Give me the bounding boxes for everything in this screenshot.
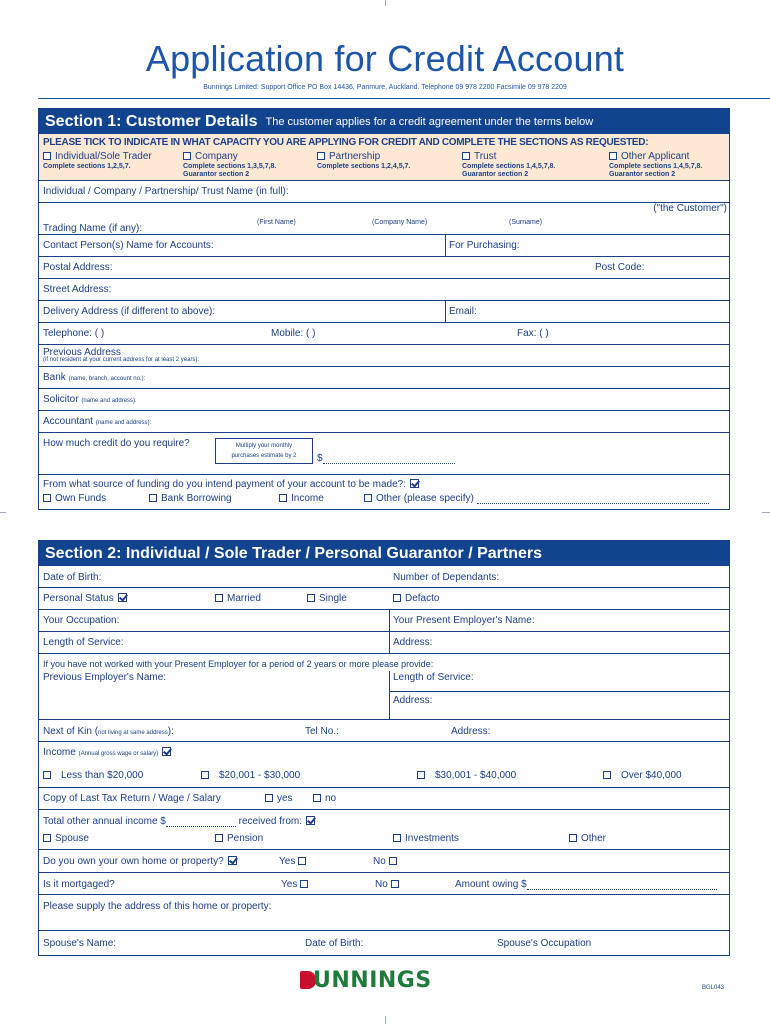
previous-address-row[interactable] <box>39 345 729 367</box>
personal-status-row[interactable] <box>39 588 729 610</box>
capacity-note: Complete sections 1,2,4,5,7. <box>317 163 411 170</box>
received-other[interactable]: Other <box>569 833 606 844</box>
previous-employer-row[interactable] <box>39 654 729 720</box>
spouse-name-label: Spouse's Name: <box>43 938 117 949</box>
tick-icon <box>162 747 171 756</box>
post-code-label: Post Code: <box>595 262 645 273</box>
divider <box>445 235 446 256</box>
funding-income[interactable]: Income <box>279 493 324 504</box>
not-worked-note: If you have not worked with your Present Employer for a period of 2 years or more please provide: <box>43 659 434 669</box>
form-code: BGL043 <box>702 985 725 991</box>
checkbox-icon[interactable] <box>215 834 223 842</box>
accountant-row[interactable] <box>39 411 729 433</box>
checkbox-icon[interactable] <box>391 880 399 888</box>
length-of-service-row[interactable] <box>39 632 729 654</box>
income-label: Income (Annual gross wage or salary) <box>43 747 171 758</box>
solicitor-label: Solicitor (name and address): <box>43 394 137 405</box>
delivery-address-label: Delivery Address (if different to above): <box>43 306 216 317</box>
capacity-trust[interactable]: Trust <box>462 151 496 162</box>
tick-icon <box>228 856 237 865</box>
mortgaged-no[interactable]: No <box>375 879 403 890</box>
checkbox-icon[interactable] <box>393 834 401 842</box>
income-over-40000[interactable]: Over $40,000 <box>603 770 682 781</box>
capacity-note: Guarantor section 2 <box>183 171 250 178</box>
phone-row[interactable] <box>39 323 729 345</box>
other-income-label: Total other annual income $ received from: <box>43 816 315 827</box>
previous-address-label: Previous Address <box>43 347 121 358</box>
checkbox-icon[interactable] <box>183 152 191 160</box>
mobile-label: Mobile: ( ) <box>271 328 316 339</box>
capacity-note: Complete sections 1,4,5,7,8. <box>609 163 703 170</box>
occupation-row[interactable] <box>39 610 729 632</box>
crop-mark <box>385 1016 386 1024</box>
capacity-individual[interactable]: Individual/Sole Trader <box>43 151 152 162</box>
tax-return-row[interactable] <box>39 788 729 810</box>
email-label: Email: <box>449 306 477 317</box>
for-purchasing-label: For Purchasing: <box>449 240 520 251</box>
capacity-note: Guarantor section 2 <box>462 171 529 178</box>
accountant-label: Accountant (name and address): <box>43 416 152 427</box>
capacity-note: Complete sections 1,2,5,7. <box>43 163 131 170</box>
checkbox-icon[interactable] <box>298 857 306 865</box>
checkbox-icon[interactable] <box>569 834 577 842</box>
funding-other[interactable]: Other (please specify) <box>364 493 709 504</box>
capacity-partnership[interactable]: Partnership <box>317 151 380 162</box>
checkbox-icon[interactable] <box>300 880 308 888</box>
multiply-note-box: Multiply your monthly purchases estimate by 2 <box>215 438 313 464</box>
next-of-kin-label: Next of Kin (not living at same address): <box>43 726 174 737</box>
trading-name-label: Trading Name (if any): <box>43 223 143 234</box>
checkbox-icon[interactable] <box>317 152 325 160</box>
section-1-heading: Section 1: Customer Details <box>45 112 258 130</box>
prev-address-label: Address: <box>393 695 433 706</box>
tick-icon <box>118 593 127 602</box>
divider <box>389 691 729 692</box>
capacity-other[interactable]: Other Applicant <box>609 151 689 162</box>
divider <box>445 301 446 322</box>
status-defacto[interactable]: Defacto <box>393 593 439 604</box>
funding-own-funds[interactable]: Own Funds <box>43 493 106 504</box>
solicitor-row[interactable] <box>39 389 729 411</box>
income-30001-40000[interactable]: $30,001 - $40,000 <box>417 770 516 781</box>
capacity-bar <box>39 134 729 181</box>
checkbox-icon[interactable] <box>603 771 611 779</box>
section-1 <box>38 108 730 510</box>
bank-label: Bank (name, branch, account no.): <box>43 372 146 383</box>
tax-return-yes[interactable]: yes <box>265 793 293 804</box>
divider <box>389 671 390 719</box>
checkbox-icon[interactable] <box>43 152 51 160</box>
checkbox-icon[interactable] <box>417 771 425 779</box>
the-customer-label: ("the Customer") <box>653 203 727 214</box>
tick-icon <box>306 816 315 825</box>
next-of-kin-row[interactable] <box>39 720 729 742</box>
employer-label: Your Present Employer's Name: <box>393 615 535 626</box>
tax-return-label: Copy of Last Tax Return / Wage / Salary <box>43 793 221 804</box>
status-single[interactable]: Single <box>307 593 347 604</box>
dob-row[interactable] <box>39 566 729 588</box>
capacity-note: Guarantor section 2 <box>609 171 676 178</box>
title-rule <box>38 98 770 99</box>
own-home-yes[interactable]: Yes <box>279 856 310 867</box>
section-2 <box>38 540 730 956</box>
income-less-20000[interactable]: Less than $20,000 <box>43 770 143 781</box>
checkbox-icon[interactable] <box>609 152 617 160</box>
postal-address-label: Postal Address: <box>43 262 113 273</box>
employer-address-label: Address: <box>393 637 433 648</box>
received-spouse[interactable]: Spouse <box>43 833 89 844</box>
spouse-occupation-label: Spouse's Occupation <box>497 938 592 949</box>
supply-address-label: Please supply the address of this home or property: <box>43 901 272 912</box>
other-income-row[interactable] <box>39 810 729 850</box>
divider <box>389 632 390 653</box>
dependants-label: Number of Dependants: <box>393 572 500 583</box>
received-investments[interactable]: Investments <box>393 833 459 844</box>
bank-row[interactable] <box>39 367 729 389</box>
mortgaged-row[interactable] <box>39 873 729 895</box>
name-label: Individual / Company / Partnership/ Trust Name (in full): <box>43 186 289 197</box>
checkbox-icon[interactable] <box>215 594 223 602</box>
income-row[interactable] <box>39 742 729 788</box>
tick-instruction: PLEASE TICK TO INDICATE IN WHAT CAPACITY YOU ARE APPLYING FOR CREDIT AND COMPLETE THE SECTIONS AS REQUESTED: <box>43 137 649 148</box>
personal-status-label: Personal Status <box>43 593 127 604</box>
surname-label: (Surname) <box>509 219 543 226</box>
checkbox-icon[interactable] <box>149 494 157 502</box>
capacity-note: Complete sections 1,3,5,7,8. <box>183 163 277 170</box>
street-row[interactable] <box>39 279 729 301</box>
spouse-dob-label: Date of Birth: <box>305 938 364 949</box>
capacity-company[interactable]: Company <box>183 151 238 162</box>
credit-amount-field[interactable]: $ <box>317 453 455 464</box>
credit-question: How much credit do you require? <box>43 438 190 449</box>
contact-row[interactable] <box>39 235 729 257</box>
spouse-row[interactable] <box>39 931 729 955</box>
supply-address-row[interactable] <box>39 895 729 931</box>
funding-bank-borrowing[interactable]: Bank Borrowing <box>149 493 232 504</box>
own-home-row[interactable] <box>39 850 729 873</box>
checkbox-icon[interactable] <box>364 494 372 502</box>
company-name-label: (Company Name) <box>372 219 428 226</box>
section-2-header <box>39 541 729 566</box>
section-1-header <box>39 109 729 134</box>
amount-owing-field[interactable]: Amount owing $ <box>455 879 717 890</box>
previous-address-note: (if not resident at your current address for at least 2 years): <box>43 357 200 363</box>
divider <box>389 610 390 631</box>
funding-question: From what source of funding do you intend payment of your account to be made?: <box>43 479 419 490</box>
checkbox-icon[interactable] <box>393 594 401 602</box>
checkbox-icon[interactable] <box>43 771 51 779</box>
page-title: Application for Credit Account <box>145 38 625 79</box>
funding-row[interactable] <box>39 475 729 509</box>
delivery-row[interactable] <box>39 301 729 323</box>
occupation-label: Your Occupation: <box>43 615 120 626</box>
status-married[interactable]: Married <box>215 593 261 604</box>
checkbox-icon[interactable] <box>313 794 321 802</box>
fax-label: Fax: ( ) <box>517 328 549 339</box>
section-2-heading: Section 2: Individual / Sole Trader / Personal Guarantor / Partners <box>45 544 543 562</box>
checkbox-icon[interactable] <box>279 494 287 502</box>
name-row[interactable] <box>39 181 729 203</box>
checkbox-icon[interactable] <box>389 857 397 865</box>
checkbox-icon[interactable] <box>462 152 470 160</box>
mortgaged-yes[interactable]: Yes <box>281 879 312 890</box>
contact-person-label: Contact Person(s) Name for Accounts: <box>43 240 214 251</box>
tel-no-label: Tel No.: <box>305 726 339 737</box>
own-home-label: Do you own your own home or property? <box>43 856 237 867</box>
prev-employer-label: Previous Employer's Name: <box>43 672 167 683</box>
crop-mark <box>385 0 386 6</box>
mortgaged-label: Is it mortgaged? <box>43 879 115 890</box>
crop-mark <box>762 512 770 513</box>
length-of-service-label: Length of Service: <box>43 637 124 648</box>
checkbox-icon[interactable] <box>43 834 51 842</box>
income-20001-30000[interactable]: $20,001 - $30,000 <box>201 770 300 781</box>
capacity-note: Complete sections 1,4,5,7,8. <box>462 163 556 170</box>
street-address-label: Street Address: <box>43 284 112 295</box>
company-address: Bunnings Limited: Support Office PO Box 14436, Panmure, Auckland. Telephone 09 978 2200 Facsimile 09 978 2209 <box>203 84 567 91</box>
tax-return-no[interactable]: no <box>313 793 336 804</box>
dob-label: Date of Birth: <box>43 572 102 583</box>
received-pension[interactable]: Pension <box>215 833 263 844</box>
checkbox-icon[interactable] <box>43 494 51 502</box>
checkbox-icon[interactable] <box>307 594 315 602</box>
telephone-label: Telephone: ( ) <box>43 328 105 339</box>
first-name-label: (First Name) <box>257 219 296 226</box>
crop-mark <box>0 512 6 513</box>
tick-icon <box>410 479 419 488</box>
section-1-subheading: The customer applies for a credit agreement under the terms below <box>265 115 594 128</box>
bunnings-logo: UNNINGS <box>300 968 432 993</box>
credit-row[interactable] <box>39 433 729 475</box>
prev-length-label: Length of Service: <box>393 672 474 683</box>
checkbox-icon[interactable] <box>201 771 209 779</box>
trading-name-row[interactable] <box>39 203 729 235</box>
postal-row[interactable] <box>39 257 729 279</box>
kin-address-label: Address: <box>451 726 491 737</box>
checkbox-icon[interactable] <box>265 794 273 802</box>
own-home-no[interactable]: No <box>373 856 401 867</box>
